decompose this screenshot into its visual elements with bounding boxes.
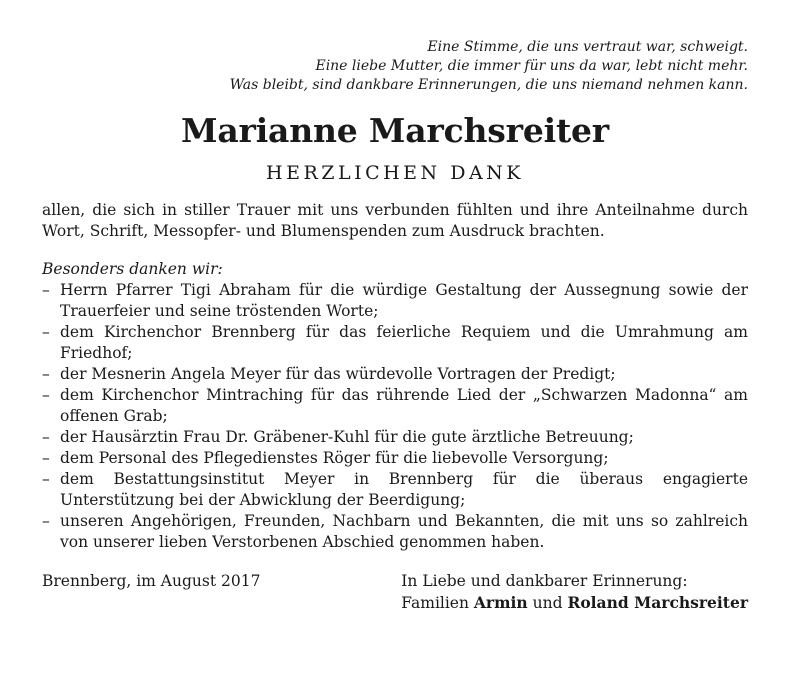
list-item bbox=[42, 427, 748, 448]
intro-text: allen, die sich in stiller Trauer mit uns verbunden fühlten und ihre Anteilnahme durch Wort, Schrift, Messopfer- und Blumenspenden zum Ausdruck brachten. bbox=[42, 201, 748, 240]
list-item bbox=[42, 469, 748, 511]
family-name-1: Armin bbox=[473, 593, 528, 612]
list-item-text: dem Bestattungsinstitut Meyer in Brennberg für die überaus engagierte Unterstützung bei der Abwicklung der Beerdigung; bbox=[60, 470, 748, 509]
deceased-name: Marianne Marchsreiter bbox=[181, 111, 609, 150]
closing-line: In Liebe und dankbarer Erinnerung: bbox=[401, 572, 688, 590]
list-item-text: Herrn Pfarrer Tigi Abraham für die würdige Gestaltung der Aussegnung sowie der Trauerfeier und seine tröstenden Worte; bbox=[60, 281, 748, 320]
list-item bbox=[42, 511, 748, 553]
dash: – bbox=[42, 323, 50, 341]
families-prefix: Familien bbox=[401, 594, 469, 612]
list-item-text: dem Kirchenchor Brennberg für das feierliche Requiem und die Umrahmung am Friedhof; bbox=[60, 323, 748, 362]
list-item-text: unseren Angehörigen, Freunden, Nachbarn und Bekannten, die mit uns so zahlreich von unserer lieben Verstorbenen Abschied genommen haben. bbox=[60, 512, 748, 551]
dash: – bbox=[42, 449, 50, 467]
dash: – bbox=[42, 365, 50, 383]
poem-line: Eine liebe Mutter, die immer für uns da war, lebt nicht mehr. bbox=[315, 58, 748, 74]
list-item-text: der Mesnerin Angela Meyer für das würdevolle Vortragen der Predigt; bbox=[60, 365, 616, 383]
list-item-text: dem Kirchenchor Mintraching für das rührende Lied der „Schwarzen Madonna“ am offenen Grab; bbox=[60, 386, 748, 425]
place-date: Brennberg, im August 2017 bbox=[42, 572, 261, 590]
signature-block bbox=[401, 571, 748, 614]
special-thanks-title: Besonders danken wir: bbox=[42, 260, 223, 278]
poem bbox=[42, 0, 748, 95]
footer bbox=[42, 571, 748, 614]
list-item bbox=[42, 280, 748, 322]
thanks-heading: HERZLICHEN DANK bbox=[266, 162, 524, 184]
dash: – bbox=[42, 281, 50, 299]
thanks-list bbox=[42, 280, 748, 553]
conjunction: und bbox=[532, 594, 563, 612]
list-item bbox=[42, 385, 748, 427]
list-item-text: dem Personal des Pflegedienstes Röger für die liebevolle Versorgung; bbox=[60, 449, 609, 467]
dash: – bbox=[42, 428, 50, 446]
list-item bbox=[42, 448, 748, 469]
dash: – bbox=[42, 512, 50, 530]
family-name-2: Roland Marchsreiter bbox=[567, 593, 748, 612]
dash: – bbox=[42, 470, 50, 488]
poem-line: Was bleibt, sind dankbare Erinnerungen, die uns niemand nehmen kann. bbox=[229, 77, 748, 93]
list-item-text: der Hausärztin Frau Dr. Gräbener-Kuhl für die gute ärztliche Betreuung; bbox=[60, 428, 634, 446]
poem-line: Eine Stimme, die uns vertraut war, schweigt. bbox=[427, 39, 748, 55]
list-item bbox=[42, 322, 748, 364]
list-item bbox=[42, 364, 748, 385]
families-line bbox=[401, 592, 748, 614]
dash: – bbox=[42, 386, 50, 404]
